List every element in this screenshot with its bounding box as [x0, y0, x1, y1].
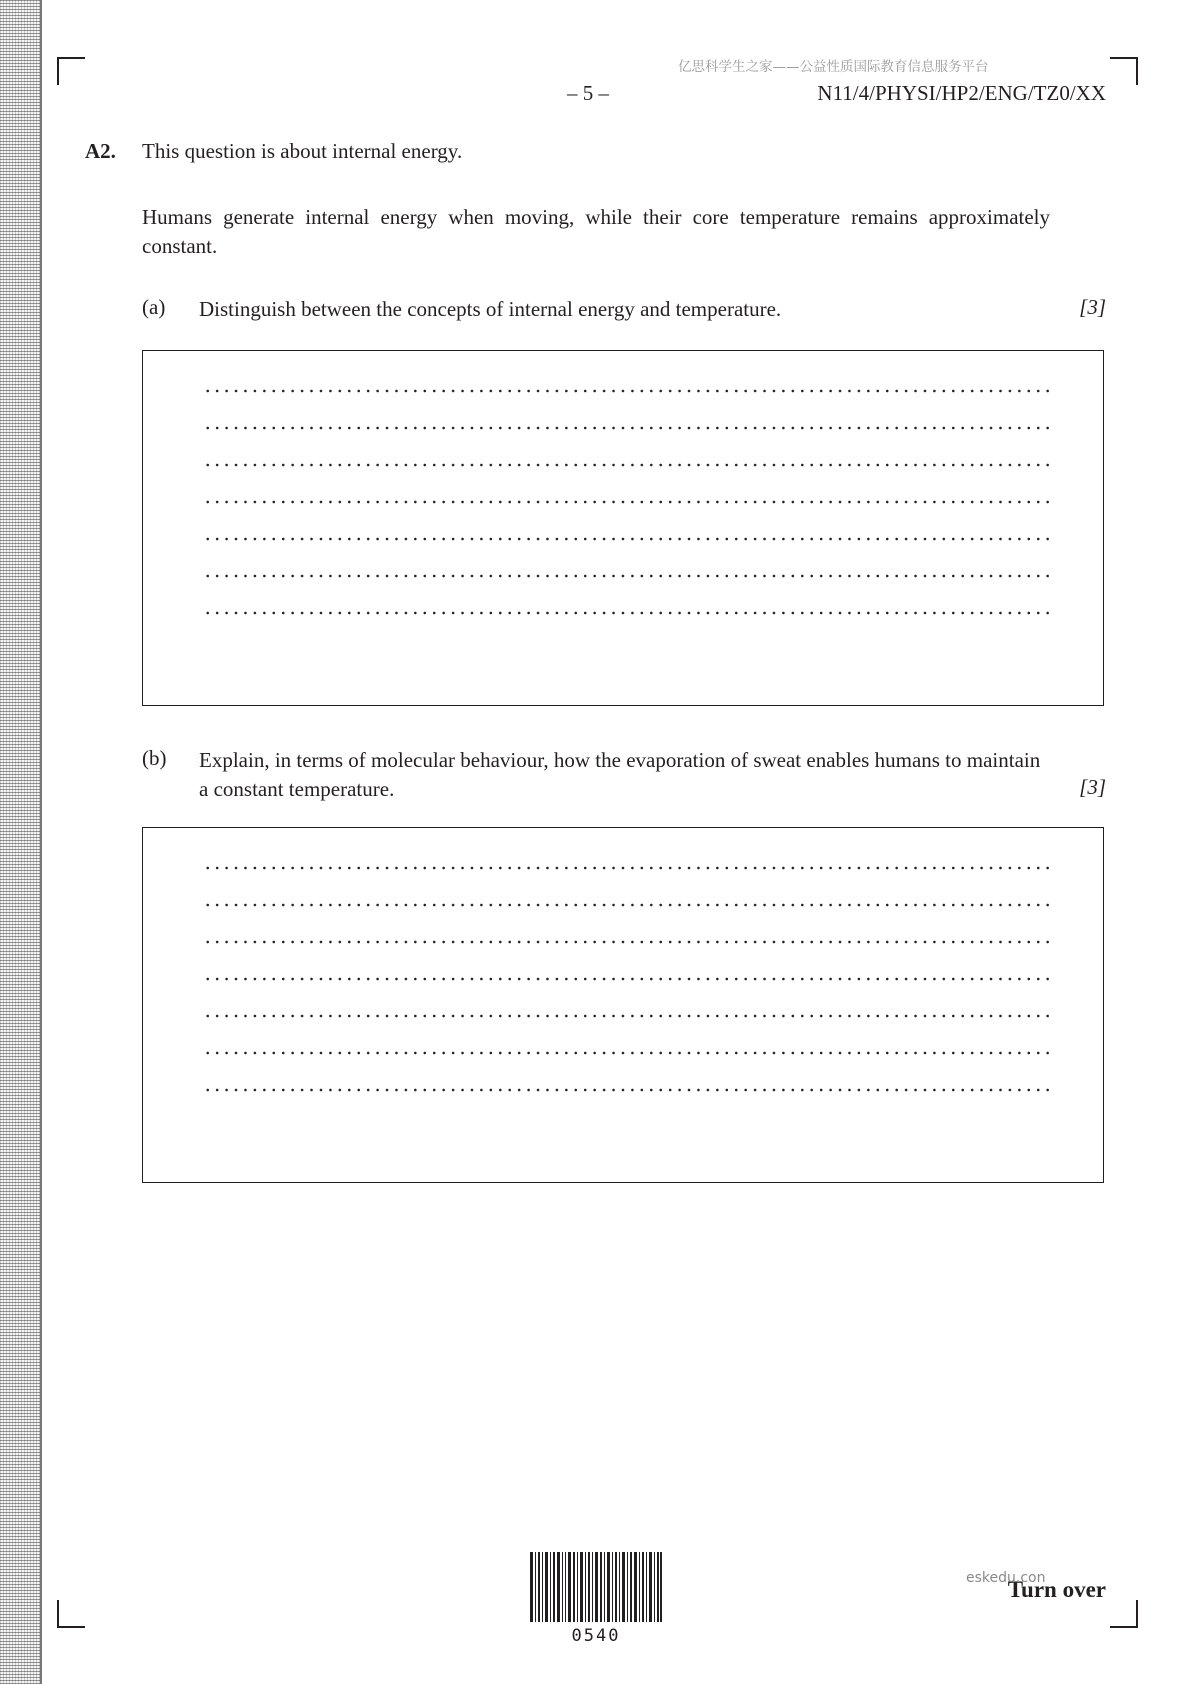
- paper-code: N11/4/PHYSI/HP2/ENG/TZ0/XX: [817, 81, 1106, 105]
- crop-mark-top-left: [57, 57, 85, 85]
- crop-mark-bottom-right: [1110, 1600, 1138, 1628]
- answer-line[interactable]: [203, 866, 1050, 870]
- answer-line[interactable]: [203, 1014, 1050, 1018]
- footer-watermark: eskedu.con: [966, 1570, 1046, 1586]
- answer-line[interactable]: [203, 1088, 1050, 1092]
- answer-line[interactable]: [203, 389, 1050, 393]
- part-a-marks: [3]: [1079, 295, 1106, 319]
- answer-box-a[interactable]: [142, 350, 1104, 706]
- question-intro: This question is about internal energy.: [142, 139, 463, 163]
- answer-line[interactable]: [203, 903, 1050, 907]
- answer-line[interactable]: [203, 426, 1050, 430]
- barcode-icon: [530, 1552, 662, 1622]
- part-a-label: (a): [142, 295, 166, 319]
- part-b-marks: [3]: [1079, 775, 1106, 799]
- turn-over-label: Turn over: [1007, 1577, 1106, 1602]
- barcode-number: 0540: [571, 1626, 621, 1646]
- answer-line[interactable]: [203, 500, 1050, 504]
- answer-line[interactable]: [203, 574, 1050, 578]
- binding-strip: [0, 0, 42, 1684]
- header-watermark: 亿思科学生之家——公益性质国际教育信息服务平台: [678, 59, 989, 75]
- answer-line[interactable]: [203, 463, 1050, 467]
- question-context: Humans generate internal energy when moving, while their core temperature remains approximately constant.: [142, 205, 1050, 258]
- part-b-text: Explain, in terms of molecular behaviour, how the evaporation of sweat enables humans to maintain a constant temperature.: [199, 748, 1041, 801]
- question-number: A2.: [85, 139, 116, 163]
- part-b-label: (b): [142, 746, 167, 770]
- crop-mark-bottom-left: [57, 1600, 85, 1628]
- answer-line[interactable]: [203, 940, 1050, 944]
- page-number: – 5 –: [567, 81, 609, 105]
- crop-mark-top-right: [1110, 57, 1138, 85]
- part-a-text: Distinguish between the concepts of internal energy and temperature.: [199, 297, 782, 321]
- answer-line[interactable]: [203, 1051, 1050, 1055]
- answer-line[interactable]: [203, 537, 1050, 541]
- answer-box-b[interactable]: [142, 827, 1104, 1183]
- answer-line[interactable]: [203, 611, 1050, 615]
- answer-line[interactable]: [203, 977, 1050, 981]
